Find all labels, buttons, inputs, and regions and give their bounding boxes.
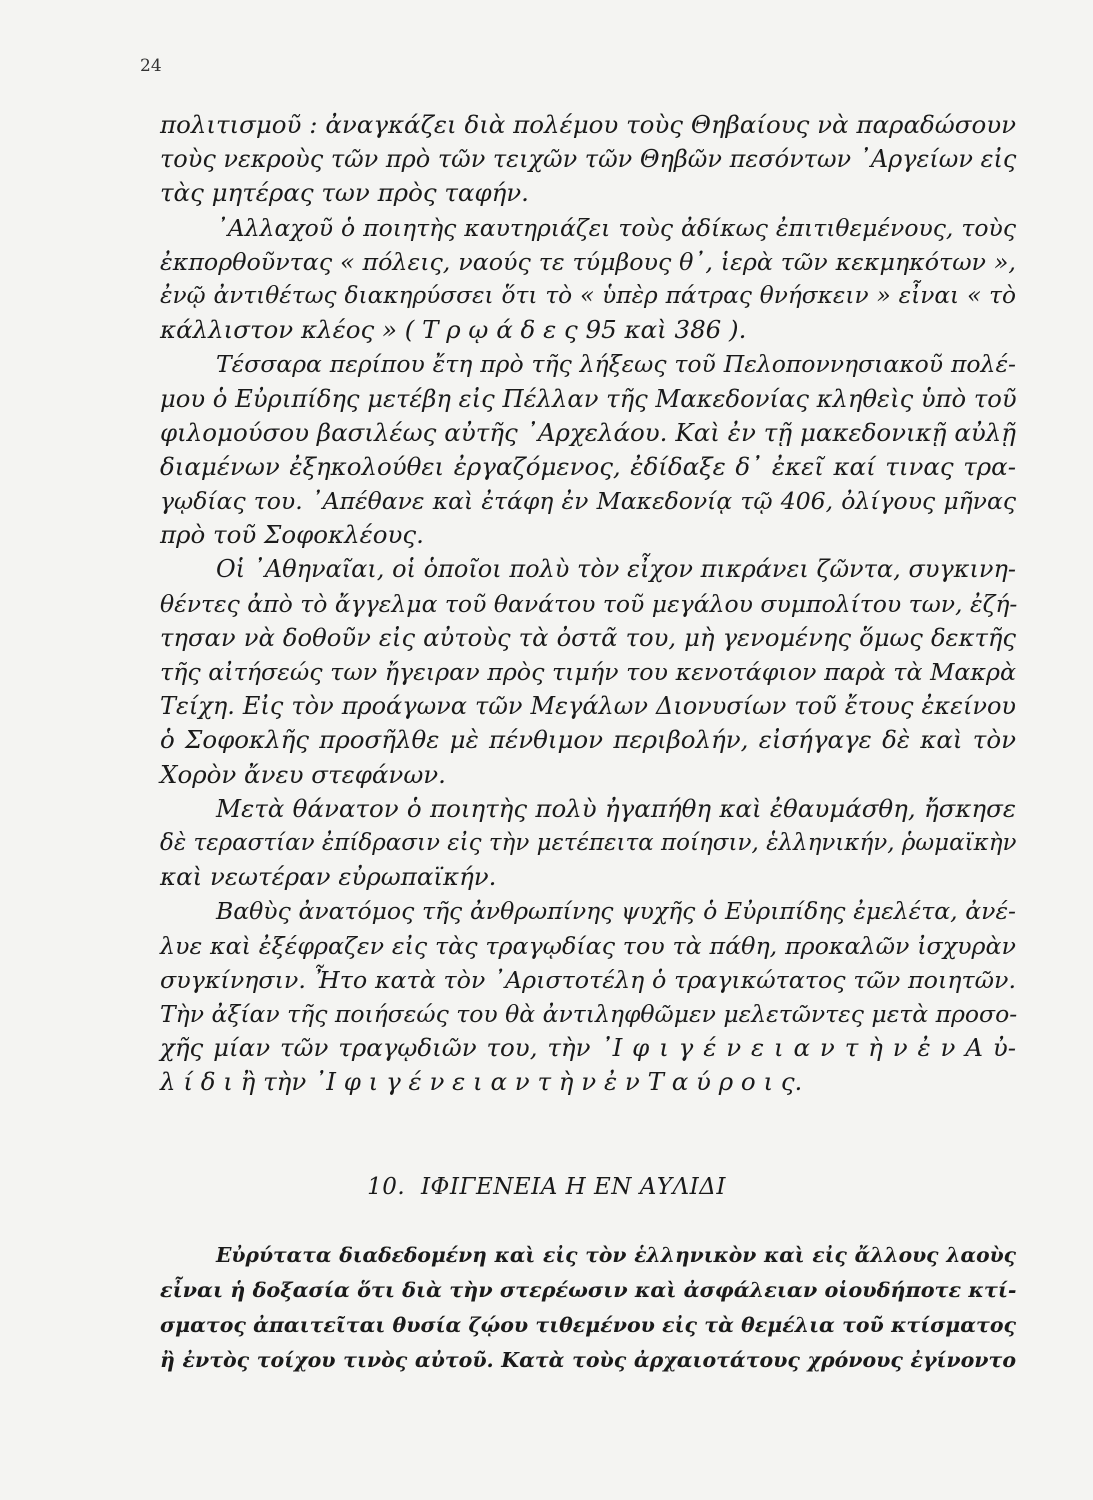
text-line: συγκίνησιν. Ἦτο κατὰ τὸν ᾿Αριστοτέλη ὁ τραγικώτατος τῶν ποιητῶν. <box>160 965 1016 994</box>
text-line: τοὺς νεκροὺς τῶν πρὸ τῶν τειχῶν τῶν Θηβῶν πεσόντων ᾿Αργείων εἰς <box>160 145 1017 174</box>
body-text <box>160 108 1016 1099</box>
text-line: ἢ ἐντὸς τοίχου τινὸς αὐτοῦ. Κατὰ τοὺς ἀρχαιοτάτους χρόνους ἐγίνοντο <box>160 1348 1016 1372</box>
text-line: Εὐρύτατα διαδεδομένη καὶ εἰς τὸν ἑλληνικὸν καὶ εἰς ἄλλους λαοὺς <box>216 1243 1016 1267</box>
text-line: Βαθὺς ἀνατόμος τῆς ἀνθρωπίνης ψυχῆς ὁ Εὐριπίδης ἐμελέτα, ἀνέ- <box>216 897 1016 926</box>
text-line: Οἱ ᾿Αθηναῖαι, οἱ ὁποῖοι πολὺ τὸν εἶχον πικράνει ζῶντα, συγκινη- <box>216 555 1016 584</box>
text-line: μου ὁ Εὐριπίδης μετέβη εἰς Πέλλαν τῆς Μακεδονίας κληθεὶς ὑπὸ τοῦ <box>160 383 1017 413</box>
text-line: θέντες ἀπὸ τὸ ἄγγελμα τοῦ θανάτου τοῦ μεγάλου συμπολίτου των, ἐζή- <box>160 589 1018 618</box>
text-line: λυε καὶ ἐξέφραζεν εἰς τὰς τραγῳδίας του τὰ πάθη, προκαλῶν ἰσχυρὰν <box>160 931 1016 960</box>
section-title: ΙΦΙΓΕΝΕΙΑ Η ΕΝ ΑΥΛΙΔΙ <box>420 1174 726 1200</box>
text-line: τησαν νὰ δοθοῦν εἰς αὐτοὺς τὰ ὀστᾶ του, μὴ γενομένης ὅμως δεκτῆς <box>160 622 1016 652</box>
text-line: πολιτισμοῦ : ἀναγκάζει διὰ πολέμου τοὺς Θηβαίους νὰ παραδώσουν <box>160 110 1016 139</box>
text-line: ᾿Αλλαχοῦ ὁ ποιητὴς καυτηριάζει τοὺς ἀδίκως ἐπιτιθεμένους, τοὺς <box>216 213 1016 242</box>
text-line: φιλομούσου βασιλέως αὐτῆς ᾿Αρχελάου. Καὶ ἐν τῇ μακεδονικῇ αὐλῇ <box>160 417 1016 447</box>
section-number: 10. <box>367 1174 406 1200</box>
text-line: ὁ Σοφοκλῆς προσῆλθε μὲ πένθιμον περιβολήν, εἰσήγαγε δὲ καὶ τὸν <box>160 725 1016 755</box>
page-number: 24 <box>140 56 162 76</box>
text-line: γῳδίας του. ᾿Απέθανε καὶ ἐτάφη ἐν Μακεδονίᾳ τῷ 406, ὀλίγους μῆνας <box>160 487 1016 516</box>
section-body-text <box>160 1238 1016 1378</box>
text-line: Μετὰ θάνατον ὁ ποιητὴς πολὺ ἠγαπήθη καὶ ἐθαυμάσθη, ἤσκησε <box>216 793 1016 823</box>
section-heading <box>0 1174 1093 1200</box>
text-line: τὰς μητέρας των πρὸς ταφήν. <box>160 178 529 208</box>
text-line: Τὴν ἀξίαν τῆς ποιήσεώς του θὰ ἀντιληφθῶμεν μελετῶντες μετὰ προσο- <box>160 999 1018 1028</box>
text-line: σματος ἀπαιτεῖται θυσία ζῴου τιθεμένου εἰς τὰ θεμέλια τοῦ κτίσματος <box>160 1313 1016 1337</box>
text-line: ἐνῷ ἀντιθέτως διακηρύσσει ὅτι τὸ « ὑπὲρ πάτρας θνήσκειν » εἶναι « τὸ <box>160 281 1016 309</box>
text-line: διαμένων ἐξηκολούθει ἐργαζόμενος, ἐδίδαξε δ᾿ ἐκεῖ καί τινας τρα- <box>160 451 1016 481</box>
text-line: ἐκπορθοῦντας « πόλεις, ναούς τε τύμβους θ᾿, ἱερὰ τῶν κεκμηκότων », <box>160 247 1016 276</box>
text-line: πρὸ τοῦ Σοφοκλέους. <box>160 520 424 550</box>
text-line: Χορὸν ἄνευ στεφάνων. <box>160 759 446 789</box>
text-line: εἶναι ἡ δοξασία ὅτι διὰ τὴν στερέωσιν καὶ ἀσφάλειαν οἱουδήποτε κτί- <box>160 1278 1017 1302</box>
text-line: χῆς μίαν τῶν τραγῳδιῶν του, τὴν ᾿Ι φ ι γ έ ν ε ι α ν τ ὴ ν ἐ ν Α ὐ- <box>160 1033 1016 1063</box>
text-line: τῆς αἰτήσεώς των ἤγειραν πρὸς τιμήν του κενοτάφιον παρὰ τὰ Μακρὰ <box>160 658 1016 686</box>
text-line: Τείχη. Εἰς τὸν προάγωνα τῶν Μεγάλων Διονυσίων τοῦ ἔτους ἐκείνου <box>160 692 1016 721</box>
text-line: λ ί δ ι ἢ τὴν ᾿Ι φ ι γ έ ν ε ι α ν τ ὴ ν ἐ ν Τ α ύ ρ ο ι ς. <box>160 1067 803 1097</box>
text-line: κάλλιστον κλέος » ( Τ ρ ῳ ά δ ε ς 95 καὶ 386 ). <box>160 315 747 345</box>
text-line: καὶ νεωτέραν εὐρωπαϊκήν. <box>160 862 497 892</box>
text-line: Τέσσαρα περίπου ἔτη πρὸ τῆς λήξεως τοῦ Πελοποννησιακοῦ πολέ- <box>216 350 1016 379</box>
text-line: δὲ τεραστίαν ἐπίδρασιν εἰς τὴν μετέπειτα ποίησιν, ἑλληνικήν, ῥωμαϊκὴν <box>160 829 1017 856</box>
